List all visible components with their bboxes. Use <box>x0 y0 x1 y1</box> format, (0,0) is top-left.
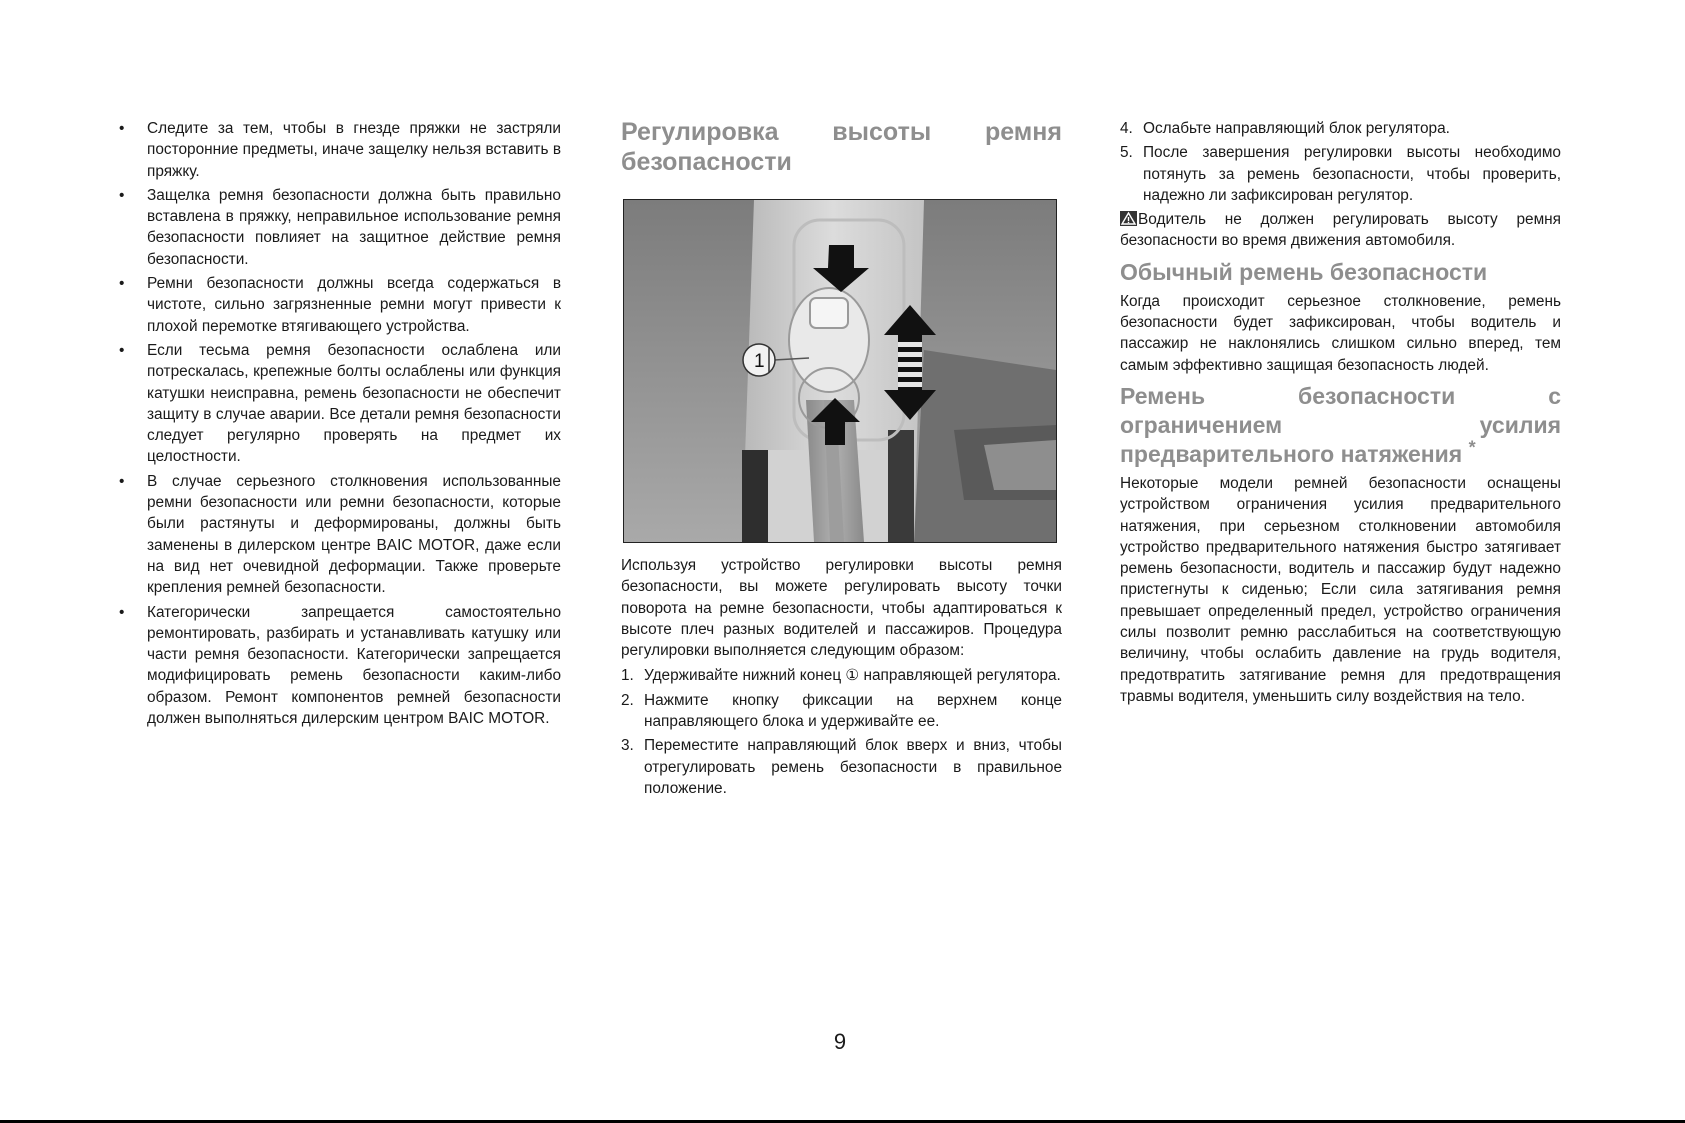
optional-marker: * <box>1468 437 1476 458</box>
callout-number: 1 <box>754 351 765 372</box>
right-column <box>1120 118 1561 707</box>
regular-belt-paragraph: Когда происходит серьезное столкновение, ремень безопасности будет зафиксирован, чтобы водитель и пассажир не наклонялись слишком сильно вперед, тем самым эффективно защищая безопасность людей. <box>1120 292 1561 374</box>
bullet-icon: • <box>119 472 125 490</box>
pretensioner-paragraph: Некоторые модели ремней безопасности оснащены устройством ограничения усилия предварительного натяжения, при серьезном столкновении автомобиля устройство предварительного натяжения быстро затягивает ремень безопасности, водитель и пассажир будут надежно пристегнуты к сиденью; Если сила затягивания ремня превышает определенный предел, устройство ограничения силы позволит ремню расслабиться на соответствующую величину, чтобы ослабить давление на грудь водителя, предотвратить затягивание ремня для предотвращения травмы водителя, уменьшить силу воздействия на тело. <box>1120 474 1561 705</box>
adjust-steps-continued <box>1120 118 1561 206</box>
page-number: 9 <box>833 1029 847 1054</box>
section-heading-pretensioner: Ремень безопасности с <box>1120 382 1561 409</box>
warning-triangle-icon <box>1120 211 1137 226</box>
bullet-icon: • <box>119 341 125 359</box>
bullet-icon: • <box>119 186 125 204</box>
bullet-icon: • <box>119 603 125 621</box>
bullet-icon: • <box>119 275 125 293</box>
belt-height-adjuster-figure <box>623 199 1057 543</box>
bullet-icon: • <box>119 120 125 137</box>
list-item: 2. Нажмите кнопку фиксации на верхнем конце направляющего блока и удерживайте ее. <box>621 691 1062 731</box>
left-column <box>119 118 561 732</box>
list-item: • Защелка ремня безопасности должна быть правильно вставлена в пряжку, неправильное использование ремня безопасности повлияет на защитное действие ремня безопасности. <box>119 186 561 268</box>
intro-paragraph: Используя устройство регулировки высоты ремня безопасности, вы можете регулировать высоту точки поворота на ремне безопасности, чтобы адаптироваться к высоте плеч разных водителей и пассажиров. Процедура регулировки выполняется следующим образом: <box>621 557 1062 660</box>
list-item: 3. Переместите направляющий блок вверх и вниз, чтобы отрегулировать ремень безопасности в правильное положение. <box>621 737 1062 797</box>
middle-column <box>621 118 1062 802</box>
list-item: 5. После завершения регулировки высоты необходимо потянуть за ремень безопасности, чтобы проверить, надежно ли зафиксирован регулятор. <box>1120 144 1561 204</box>
list-item: • Ремни безопасности должны всегда содержаться в чистоте, сильно загрязненные ремни могут привести к плохой перемотке втягивающего устройства. <box>119 275 561 335</box>
list-item: • Если тесьма ремня безопасности ослаблена или потрескалась, крепежные болты ослаблены или функция катушки неисправна, ремень безопасности не обеспечит защиту в случае аварии. Все детали ремня безопасности следует регулярно проверять на предмет их целостности. <box>119 341 561 466</box>
belt-adjuster-illustration <box>624 200 1056 542</box>
list-item: 1. Удерживайте нижний конец ① направляющей регулятора. <box>621 667 1061 685</box>
list-item: • В случае серьезного столкновения использованные ремни безопасности или ремни безопасности, которые были растянуты и деформированы, должны быть заменены в дилерском центре BAIC MOTOR, даже если на вид нет очевидной деформации. Также проверьте крепления ремней безопасности. <box>119 472 561 597</box>
section-heading-pretensioner-end: предварительного натяжения * <box>1120 437 1476 467</box>
section-heading-regular-belt: Обычный ремень безопасности <box>1120 258 1488 285</box>
list-item: • Категорически запрещается самостоятельно ремонтировать, разбирать и устанавливать катушку или части ремня безопасности. Категорически запрещается модифицировать ремень безопасности каким-либо образом. Ремонт компонентов ремней безопасности должен выполняться дилерским центром BAIC MOTOR. <box>119 603 561 728</box>
warning-note: Водитель не должен регулировать высоту ремня безопасности во время движения автомобиля. <box>1120 211 1561 250</box>
section-heading-height-adjust: Регулировка высоты ремня <box>621 118 1062 146</box>
adjust-steps <box>621 665 1062 799</box>
section-heading-pretensioner-cont: ограничением усилия <box>1120 411 1561 438</box>
list-item: 4. Ослабьте направляющий блок регулятора. <box>1120 120 1450 137</box>
list-item: • Следите за тем, чтобы в гнезде пряжки не застряли посторонние предметы, иначе защелку нельзя вставить в пряжку. <box>119 120 561 180</box>
section-heading-height-adjust-cont: безопасности <box>621 147 792 176</box>
safety-bullets <box>119 118 561 729</box>
